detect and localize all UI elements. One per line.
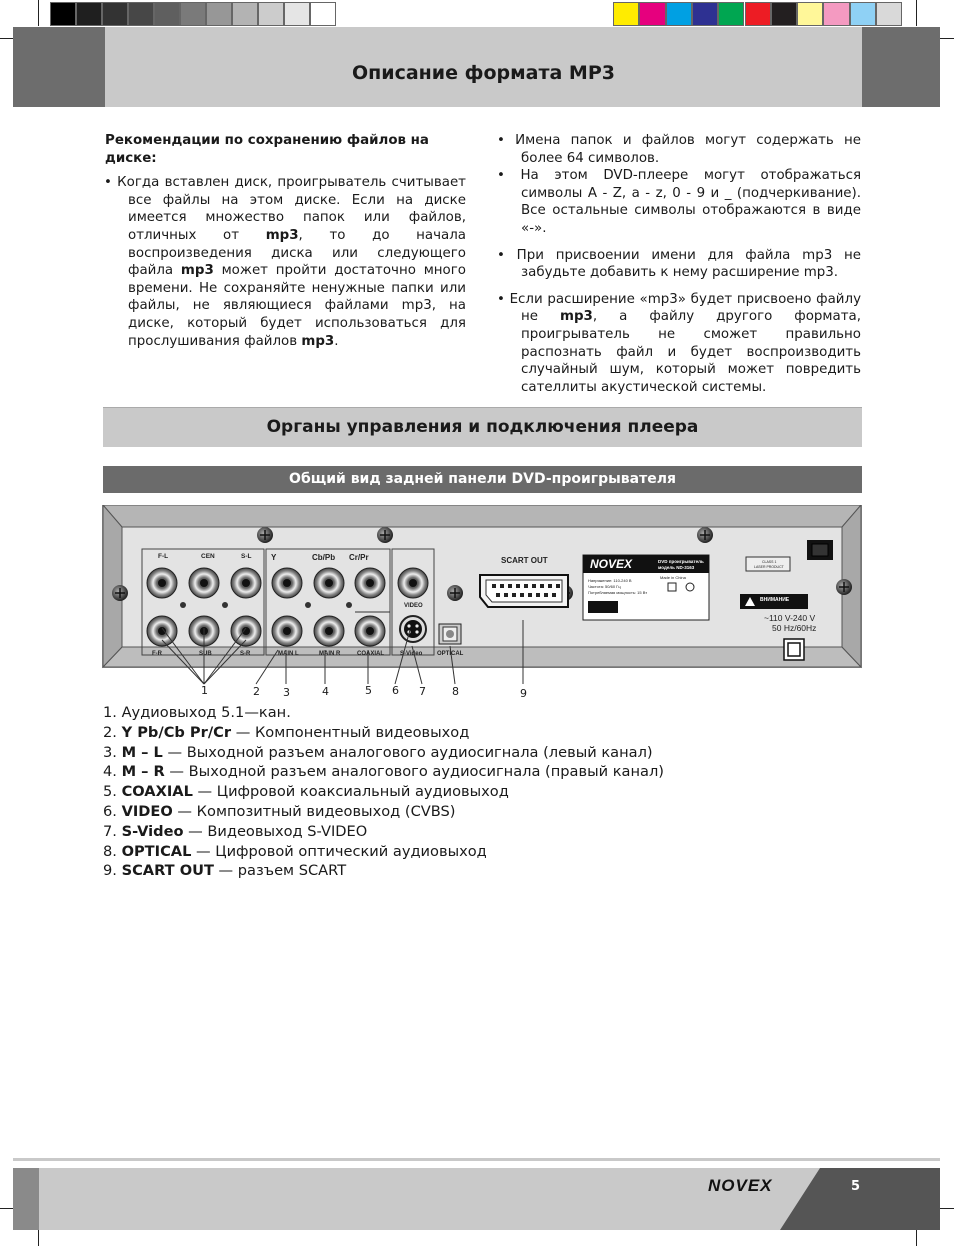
screw-icon xyxy=(697,527,713,543)
warning-label xyxy=(740,594,808,609)
jack-label: F-L xyxy=(158,553,169,560)
rca-jack-icon[interactable] xyxy=(147,568,177,598)
recommendations-heading: Рекомендации по сохранению файлов на диске: xyxy=(105,133,429,166)
svg-text:DVD проигрыватель: DVD проигрыватель xyxy=(658,559,704,564)
legend-item: 7. S-Video — Видеовыход S-VIDEO xyxy=(103,822,368,840)
gray-swatch xyxy=(284,2,310,26)
color-swatch xyxy=(850,2,876,26)
svg-text:~110 V-240 V: ~110 V-240 V xyxy=(764,613,816,623)
crop-mark xyxy=(916,0,917,26)
svg-text:Частота: 50/60 Гц: Частота: 50/60 Гц xyxy=(588,584,621,589)
screw-icon xyxy=(377,527,393,543)
callout-lines xyxy=(140,620,560,690)
svg-text:Потребляемая мощность: 15 Вт: Потребляемая мощность: 15 Вт xyxy=(588,590,648,595)
screw-icon xyxy=(112,585,128,601)
jack-label: SUB xyxy=(199,651,212,657)
svg-text:CLASS 1: CLASS 1 xyxy=(762,560,777,564)
legend-item: 3. M – L — Выходной разъем аналогового аудиосигнала (левый канал) xyxy=(103,743,653,761)
rca-jack-icon[interactable] xyxy=(355,568,385,598)
color-swatch xyxy=(771,2,797,26)
screw-icon xyxy=(257,527,273,543)
legend-item: 9. SCART OUT — разъем SCART xyxy=(103,862,347,880)
section-banner-controls: Органы управления и подключения плеера xyxy=(103,407,862,447)
rating-label xyxy=(583,555,709,620)
jack-label: MAIN R xyxy=(319,651,341,657)
jack-label: F-R xyxy=(152,651,162,657)
callout-number: 3 xyxy=(283,686,290,699)
rca-jack-icon[interactable] xyxy=(314,568,344,598)
jack-label: S-Video xyxy=(400,651,423,657)
gray-swatch xyxy=(206,2,232,26)
footer-novex-logo: NOVEX xyxy=(708,1176,773,1195)
bullet-paragraph: • При присвоении имени для файла mp3 не забудьте добавить к нему расширение mp3. xyxy=(497,247,861,281)
bullet-paragraph: • Имена папок и файлов могут содержать не более 64 символов. xyxy=(497,133,861,166)
callout-number: 8 xyxy=(452,685,459,698)
jack-label: Cr/Pr xyxy=(349,553,369,562)
connector-legend xyxy=(103,703,664,881)
novex-logo: NOVEX xyxy=(590,557,633,571)
legend-item: 1. Аудиовыход 5.1—кан. xyxy=(103,704,291,721)
gray-swatch xyxy=(102,2,128,26)
color-swatch xyxy=(745,2,771,26)
power-inlet-icon[interactable] xyxy=(784,639,804,660)
svg-text:Made in China: Made in China xyxy=(660,575,686,580)
svg-text:LASER PRODUCT: LASER PRODUCT xyxy=(754,565,784,569)
jack-label: VIDEO xyxy=(404,603,423,609)
gray-swatch xyxy=(128,2,154,26)
screw-icon xyxy=(447,585,463,601)
rca-jack-icon[interactable] xyxy=(398,568,428,598)
color-swatch xyxy=(718,2,744,26)
rca-jack-icon[interactable] xyxy=(272,568,302,598)
power-switch[interactable] xyxy=(807,540,833,560)
gray-swatch xyxy=(232,2,258,26)
color-swatch xyxy=(666,2,692,26)
callout-number: 5 xyxy=(365,684,372,697)
color-swatch xyxy=(876,2,902,26)
jack-label: Y xyxy=(271,553,277,562)
svg-text:ВНИМАНИЕ: ВНИМАНИЕ xyxy=(760,597,790,603)
callout-number: 4 xyxy=(322,685,329,698)
color-swatch xyxy=(823,2,849,26)
header-accent-right xyxy=(862,27,940,107)
callout-number: 1 xyxy=(201,684,208,697)
rca-jack-icon[interactable] xyxy=(189,568,219,598)
gray-swatch xyxy=(310,2,336,26)
gray-swatch xyxy=(76,2,102,26)
color-swatch xyxy=(639,2,665,26)
screw-icon xyxy=(836,579,852,595)
right-column xyxy=(497,132,861,396)
svg-text:модель ND-3163: модель ND-3163 xyxy=(658,565,695,570)
jack-label: S-L xyxy=(241,553,252,560)
svg-text:50 Hz/60Hz: 50 Hz/60Hz xyxy=(772,623,817,633)
footer-accent-left xyxy=(13,1168,39,1230)
callout-number: 6 xyxy=(392,684,399,697)
svg-text:Напряжение: 110-240 В: Напряжение: 110-240 В xyxy=(588,578,632,583)
page-number: 5 xyxy=(851,1179,861,1194)
color-swatch xyxy=(692,2,718,26)
legend-item: 4. M – R — Выходной разъем аналогового аудиосигнала (правый канал) xyxy=(103,763,665,781)
callout-number: 2 xyxy=(253,685,260,698)
crop-mark xyxy=(38,0,39,26)
gray-swatch xyxy=(154,2,180,26)
bullet-paragraph: • Если расширение «mp3» будет присвоено файлу не mp3, а файлу другого формата, проигрыватель не сможет правильно распознать файл и будет воспроизводить случайный шум, который может повредить сателлиты акустической системы. xyxy=(497,291,862,395)
jack-label: COAXIAL xyxy=(357,651,384,657)
page-title: Описание формата MP3 xyxy=(352,62,615,84)
callout-number: 9 xyxy=(520,687,527,700)
color-swatch xyxy=(797,2,823,26)
callout-number: 7 xyxy=(419,685,426,698)
legend-item: 5. COAXIAL — Цифровой коаксиальный аудиовыход xyxy=(103,783,509,801)
legend-item: 8. OPTICAL — Цифровой оптический аудиовыход xyxy=(103,842,487,860)
jack-label: Cb/Pb xyxy=(312,553,336,562)
jack-label: CEN xyxy=(201,553,215,560)
footer-rule xyxy=(13,1158,940,1161)
header-accent-left xyxy=(13,27,105,107)
jack-label: MAIN L xyxy=(278,651,299,657)
section-banner-rear-panel: Общий вид задней панели DVD-проигрывателя xyxy=(103,466,862,493)
jack-label: OPTICAL xyxy=(437,651,464,657)
jack-label: S-R xyxy=(240,651,251,657)
footer-page-tab xyxy=(780,1168,940,1230)
gray-swatch xyxy=(50,2,76,26)
gray-swatch xyxy=(180,2,206,26)
bullet-paragraph: • Когда вставлен диск, проигрыватель считывает все файлы на этом диске. Если на диске имеется множество папок или файлов, отличных от mp3, то до начала воспроизведения диска или следующего файла mp3 может пройти достаточно много времени. Не сохраняйте ненужные папки или файлы, не являющиеся файлами mp3, на диске, который будет использоваться для прослушивания файлов mp3. xyxy=(104,175,466,349)
rca-jack-icon[interactable] xyxy=(231,568,261,598)
scart-label: SCART OUT xyxy=(501,556,548,565)
color-swatch xyxy=(613,2,639,26)
legend-item: 6. VIDEO — Композитный видеовыход (CVBS) xyxy=(103,802,456,820)
bullet-paragraph: • На этом DVD-плеере могут отображаться символы A - Z, a - z, 0 - 9 и _ (подчеркивание). Все остальные символы отображаются в виде «-». xyxy=(497,168,861,236)
legend-item: 2. Y Pb/Cb Pr/Cr — Компонентный видеовыход xyxy=(103,723,470,741)
gray-swatch xyxy=(258,2,284,26)
left-column xyxy=(104,132,466,350)
scart-port-icon[interactable] xyxy=(480,575,568,607)
